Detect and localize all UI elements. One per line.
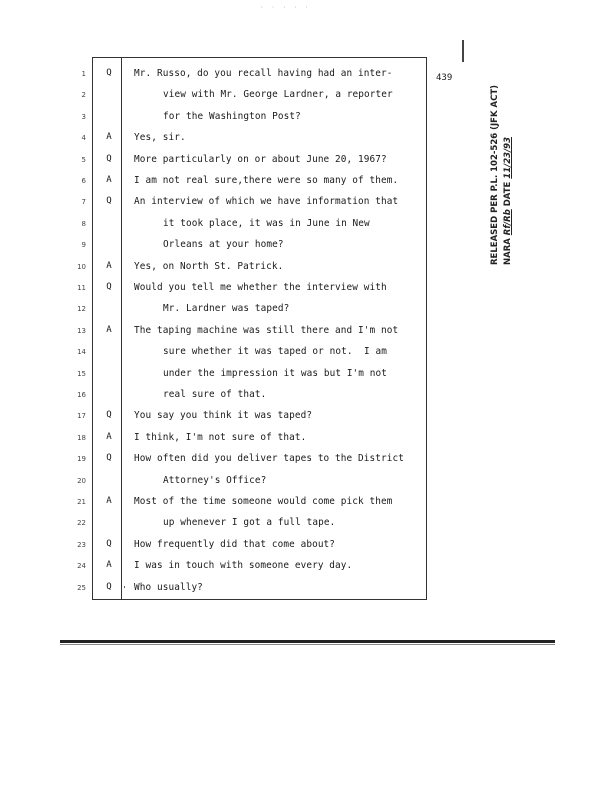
release-date: 11/23/93 <box>503 136 513 179</box>
transcript-line <box>0 558 612 576</box>
transcript-line <box>0 109 612 127</box>
line-text: I was in touch with someone every day. <box>134 560 353 572</box>
transcript-line <box>0 344 612 362</box>
line-number: 25 <box>77 583 86 592</box>
line-text: Orleans at your home? <box>163 239 284 251</box>
line-text: view with Mr. George Lardner, a reporter <box>163 89 393 101</box>
line-number: 17 <box>77 412 86 421</box>
line-number: 2 <box>81 91 86 100</box>
line-text: More particularly on or about June 20, 1967? <box>134 153 387 165</box>
line-number: 23 <box>77 540 86 549</box>
transcript-line <box>0 430 612 448</box>
frame-top-border <box>92 57 427 58</box>
line-text: I am not real sure,there were so many of them. <box>134 175 399 186</box>
line-number: 22 <box>77 519 86 528</box>
line-text: You say you think it was taped? <box>134 410 313 422</box>
transcript-line <box>0 494 612 512</box>
transcript-line <box>0 451 612 469</box>
header-marks: · · · · · <box>260 4 311 11</box>
line-number: 9 <box>81 241 86 250</box>
line-number: 14 <box>77 348 86 357</box>
line-number: 6 <box>81 177 86 185</box>
nara-label: NARA <box>503 238 513 265</box>
speaker-label: A <box>106 175 112 185</box>
bottom-rule-thin <box>60 644 555 645</box>
transcript-line <box>0 366 612 384</box>
line-number: 16 <box>77 391 86 399</box>
speaker-label: A <box>106 431 112 442</box>
stray-mark: ' <box>122 585 127 594</box>
speaker-label: A <box>106 260 112 271</box>
speaker-label: A <box>106 560 112 571</box>
release-signature: Rf/Rb <box>503 209 513 236</box>
line-text: sure whether it was taped or not. I am <box>163 346 388 358</box>
line-number: 3 <box>81 112 86 121</box>
speaker-label: A <box>106 324 112 335</box>
line-text: Mr. Lardner was taped? <box>163 303 290 315</box>
speaker-label: A <box>106 132 112 143</box>
line-number: 21 <box>77 498 86 506</box>
line-number: 18 <box>77 433 86 442</box>
line-number: 4 <box>81 134 86 143</box>
line-text: How frequently did that come about? <box>134 538 336 550</box>
speaker-label: Q <box>106 153 112 164</box>
line-text: An interview of which we have information that <box>134 196 399 208</box>
transcript-line <box>0 580 612 598</box>
speaker-label: Q <box>106 538 112 549</box>
speaker-label: Q <box>106 581 112 592</box>
release-stamp <box>490 84 530 265</box>
line-text: How often did you deliver tapes to the District <box>134 453 404 465</box>
line-number: 1 <box>81 70 86 78</box>
line-text: The taping machine was still there and I'm not <box>134 324 399 336</box>
line-number: 15 <box>77 369 86 378</box>
transcript-line <box>0 66 612 84</box>
line-text: Most of the time someone would come pick them <box>134 496 393 507</box>
line-text: it took place, it was in June in New <box>163 217 370 229</box>
speaker-label: Q <box>106 282 112 292</box>
line-text: under the impression it was but I'm not <box>163 367 388 379</box>
speaker-label: Q <box>106 453 112 464</box>
transcript-line <box>0 301 612 319</box>
line-text: for the Washington Post? <box>163 110 301 122</box>
release-stamp-line1: RELEASED PER P.L. 102-526 (JFK ACT) <box>490 84 500 265</box>
line-text: Yes, sir. <box>134 132 186 144</box>
page-number: 439 <box>436 73 453 83</box>
transcript-line <box>0 387 612 405</box>
line-text: Yes, on North St. Patrick. <box>134 260 284 272</box>
speaker-label: A <box>106 496 112 506</box>
line-text: Attorney's Office? <box>163 474 267 486</box>
speaker-label: Q <box>106 196 112 207</box>
line-text: I think, I'm not sure of that. <box>134 431 307 443</box>
transcript-line <box>0 323 612 341</box>
transcript-line <box>0 515 612 533</box>
line-number: 8 <box>81 219 86 228</box>
date-label: DATE <box>503 181 513 207</box>
line-number: 12 <box>77 305 86 314</box>
line-number: 10 <box>77 262 86 271</box>
line-number: 19 <box>77 455 86 464</box>
line-text: Would you tell me whether the interview with <box>134 282 387 293</box>
line-text: up whenever I got a full tape. <box>163 517 336 529</box>
release-stamp-line2 <box>503 135 513 265</box>
line-number: 20 <box>77 476 86 485</box>
line-number: 5 <box>81 155 86 164</box>
line-number: 13 <box>77 326 86 335</box>
transcript-line <box>0 473 612 491</box>
transcript-line <box>0 408 612 426</box>
speaker-label: Q <box>106 68 112 78</box>
bottom-rule <box>60 640 555 643</box>
line-text: Who usually? <box>134 581 203 593</box>
line-text: Mr. Russo, do you recall having had an inter- <box>134 68 393 79</box>
speaker-label: Q <box>106 410 112 421</box>
transcript-line <box>0 87 612 105</box>
frame-bottom-border <box>92 599 427 600</box>
transcript-line <box>0 280 612 298</box>
line-number: 24 <box>77 562 86 571</box>
line-text: real sure of that. <box>163 389 267 400</box>
line-number: 7 <box>81 198 86 207</box>
line-number: 11 <box>77 284 86 292</box>
margin-tick <box>462 40 464 62</box>
transcript-line <box>0 537 612 555</box>
